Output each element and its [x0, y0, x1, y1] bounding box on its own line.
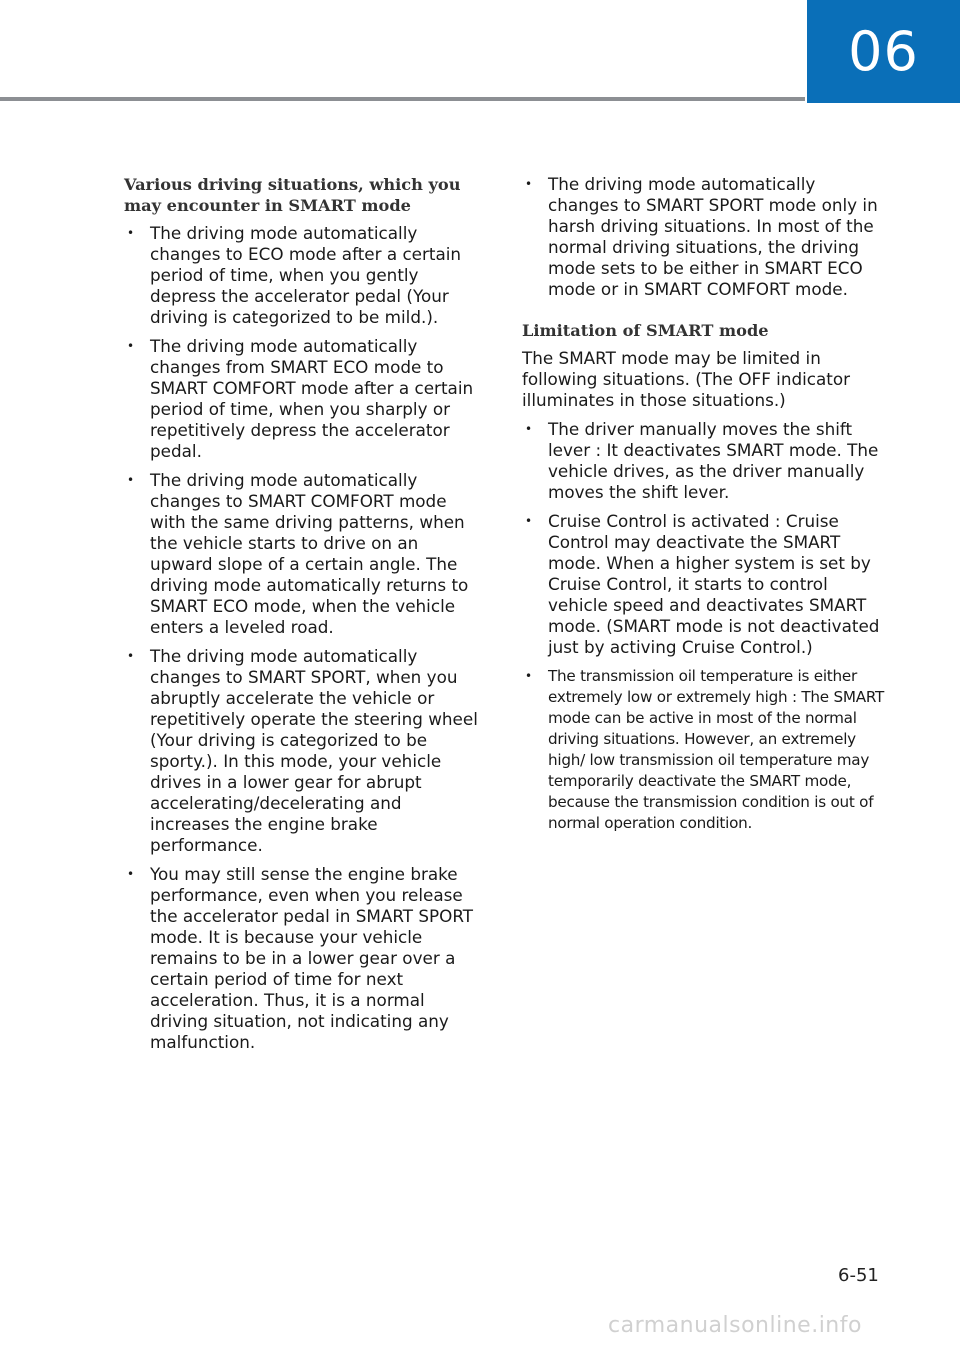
list-item	[124, 864, 486, 1053]
bullet-icon: •	[127, 867, 135, 881]
list-item	[124, 646, 486, 856]
right-column	[522, 174, 888, 842]
bullet-icon: •	[525, 514, 533, 528]
header-rule	[0, 97, 805, 101]
bullet-icon: •	[525, 177, 533, 191]
list-item	[522, 419, 888, 503]
page-number: 6-51	[838, 1265, 879, 1286]
chapter-number: 06	[848, 20, 919, 83]
list-item	[124, 223, 486, 328]
list-item	[124, 470, 486, 638]
list-item-text: The driving mode automatically changes to SMART COMFORT mode with the same driving patterns, when the vehicle starts to drive on an upward slope of a certain angle. The driving mode automatically returns to SMART ECO mode, when the vehicle enters a leveled road.	[150, 470, 469, 637]
bullet-list-driving-situations	[124, 223, 486, 1053]
watermark: carmanualsonline.info	[608, 1313, 862, 1338]
bullet-icon: •	[525, 669, 532, 683]
list-item-text: The driving mode automatically changes to SMART SPORT mode only in harsh driving situations. In most of the normal driving situations, the driving mode sets to be either in SMART ECO mode or in SMART COMFORT mode.	[548, 174, 878, 299]
section-heading-driving-situations: Various driving situations, which you may encounter in SMART mode	[124, 175, 461, 215]
bullet-icon: •	[127, 226, 135, 240]
bullet-icon: •	[127, 473, 135, 487]
list-item	[124, 336, 486, 462]
bullet-icon: •	[127, 339, 135, 353]
list-item-text: Cruise Control is activated : Cruise Control may deactivate the SMART mode. When a higher system is set by Cruise Control, it starts to control vehicle speed and deactivates SMART mode. (SMART mode is not deactivated just by activing Cruise Control.)	[548, 511, 880, 657]
bullet-list-limitations	[522, 419, 888, 834]
left-column	[124, 174, 486, 1061]
bullet-icon: •	[525, 422, 533, 436]
limitation-intro: The SMART mode may be limited in following situations. (The OFF indicator illuminates in those situations.)	[522, 348, 851, 410]
list-item-text: The driving mode automatically changes from SMART ECO mode to SMART COMFORT mode after a certain period of time, when you sharply or repetitively depress the accelerator pedal.	[150, 336, 474, 461]
chapter-tab	[807, 0, 960, 103]
list-item-text: You may still sense the engine brake performance, even when you release the accelerator pedal in SMART SPORT mode. It is because your vehicle remains to be in a lower gear over a certain period of time for next acceleration. Thus, it is a normal driving situation, not indicating any malfunction.	[150, 864, 474, 1052]
bullet-list-smart-sport	[522, 174, 888, 300]
list-item	[522, 511, 888, 658]
bullet-icon: •	[127, 649, 135, 663]
list-item-text: The driving mode automatically changes to SMART SPORT, when you abruptly accelerate the vehicle or repetitively operate the steering wheel (Your driving is categorized to be sporty.). In this mode, your vehicle drives in a lower gear for abrupt accelerating/decelerating and increases the engine brake performance.	[150, 646, 478, 855]
section-heading-limitation: Limitation of SMART mode	[522, 321, 769, 340]
list-item-text: The driver manually moves the shift lever : It deactivates SMART mode. The vehicle drives, as the driver manually moves the shift lever.	[548, 419, 879, 502]
list-item	[522, 666, 888, 834]
list-item	[522, 174, 888, 300]
list-item-text: The transmission oil temperature is either extremely low or extremely high : The SMART mode can be active in most of the normal driving situations. However, an extremely high/ low transmission oil temperature may temporarily deactivate the SMART mode, because the transmission condition is out of normal operation condition.	[548, 667, 885, 832]
list-item-text: The driving mode automatically changes to ECO mode after a certain period of time, when you gently depress the accelerator pedal (Your driving is categorized to be mild.).	[150, 223, 462, 327]
